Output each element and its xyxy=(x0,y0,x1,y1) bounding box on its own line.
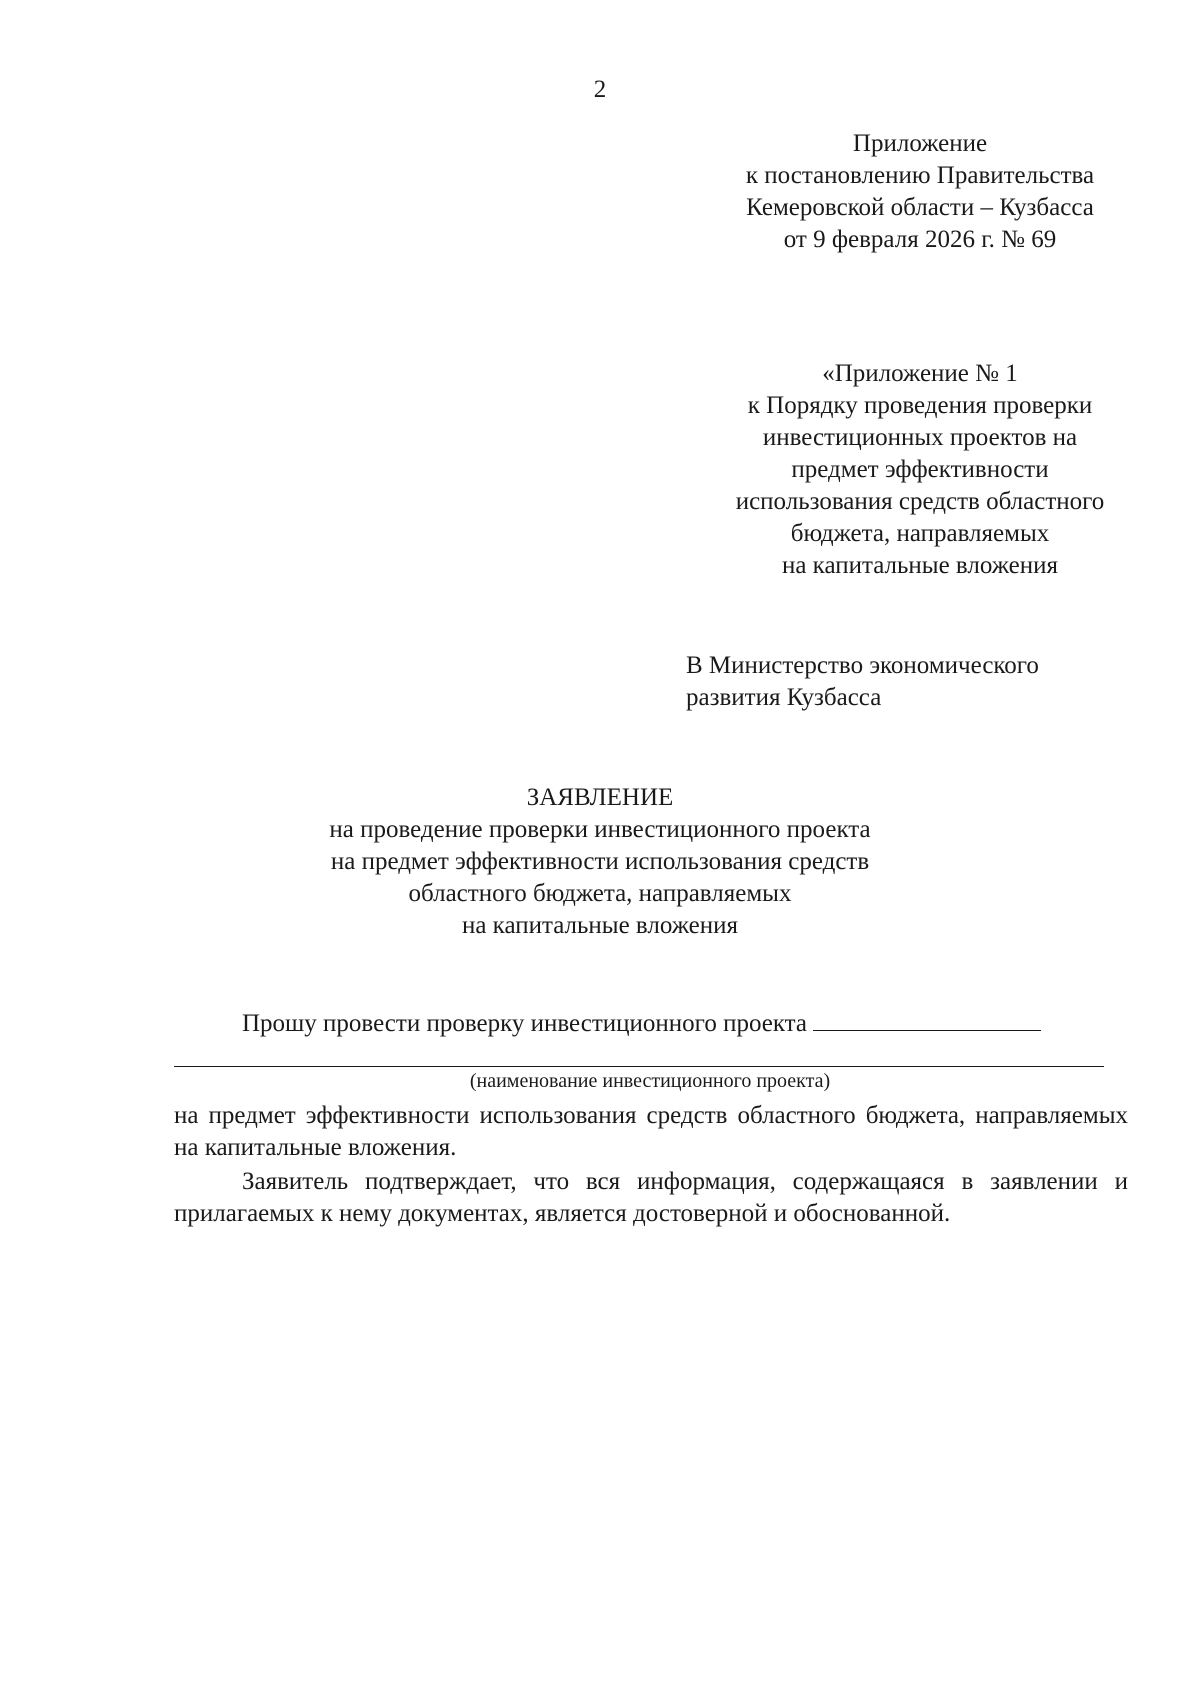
order-appendix-line: инвестиционных проектов на xyxy=(762,424,1078,451)
order-appendix-line: «Приложение № 1 xyxy=(822,360,1018,387)
title-line: на капитальные вложения xyxy=(461,912,739,939)
appendix-header xyxy=(700,128,1140,256)
order-appendix-header xyxy=(700,358,1140,582)
addressee-line: В Министерство экономического xyxy=(686,652,1039,679)
addressee-block xyxy=(686,650,1146,714)
appendix-header-line: к постановлению Правительства xyxy=(745,162,1095,189)
title-line: областного бюджета, направляемых xyxy=(408,880,792,907)
order-appendix-line: бюджета, направляемых xyxy=(790,520,1050,547)
document-title xyxy=(0,782,1200,942)
confirmation-paragraph: Заявитель подтверждает, что вся информация, содержащаяся в заявлении и прилагаемых к нему документах, является достоверной и обоснованной. xyxy=(174,1168,1128,1227)
request-line xyxy=(242,1004,1122,1040)
order-appendix-line: на капитальные вложения xyxy=(781,552,1059,579)
title-heading: ЗАЯВЛЕНИЕ xyxy=(526,784,674,811)
field-caption: (наименование инвестиционного проекта) xyxy=(469,1070,831,1092)
title-line: на предмет эффективности использования средств xyxy=(330,848,870,875)
order-appendix-line: использования средств областного xyxy=(735,488,1105,515)
appendix-header-line: от 9 февраля 2026 г. № 69 xyxy=(783,226,1057,253)
title-line: на проведение проверки инвестиционного проекта xyxy=(329,816,871,843)
request-text: Прошу провести проверку инвестиционного проекта xyxy=(242,1010,807,1037)
body-paragraph: на предмет эффективности использования средств областного бюджета, направляемых на капитальные вложения. xyxy=(174,1102,1128,1161)
addressee-line: развития Кузбасса xyxy=(686,684,882,711)
order-appendix-line: предмет эффективности xyxy=(791,456,1049,483)
project-name-blank-short[interactable] xyxy=(813,1004,1041,1031)
appendix-header-line: Приложение xyxy=(852,130,988,157)
appendix-header-line: Кемеровской области – Кузбасса xyxy=(746,194,1094,221)
page-number: 2 xyxy=(593,76,607,103)
order-appendix-line: к Порядку проведения проверки xyxy=(747,392,1093,419)
project-name-blank-full[interactable] xyxy=(174,1066,1104,1067)
